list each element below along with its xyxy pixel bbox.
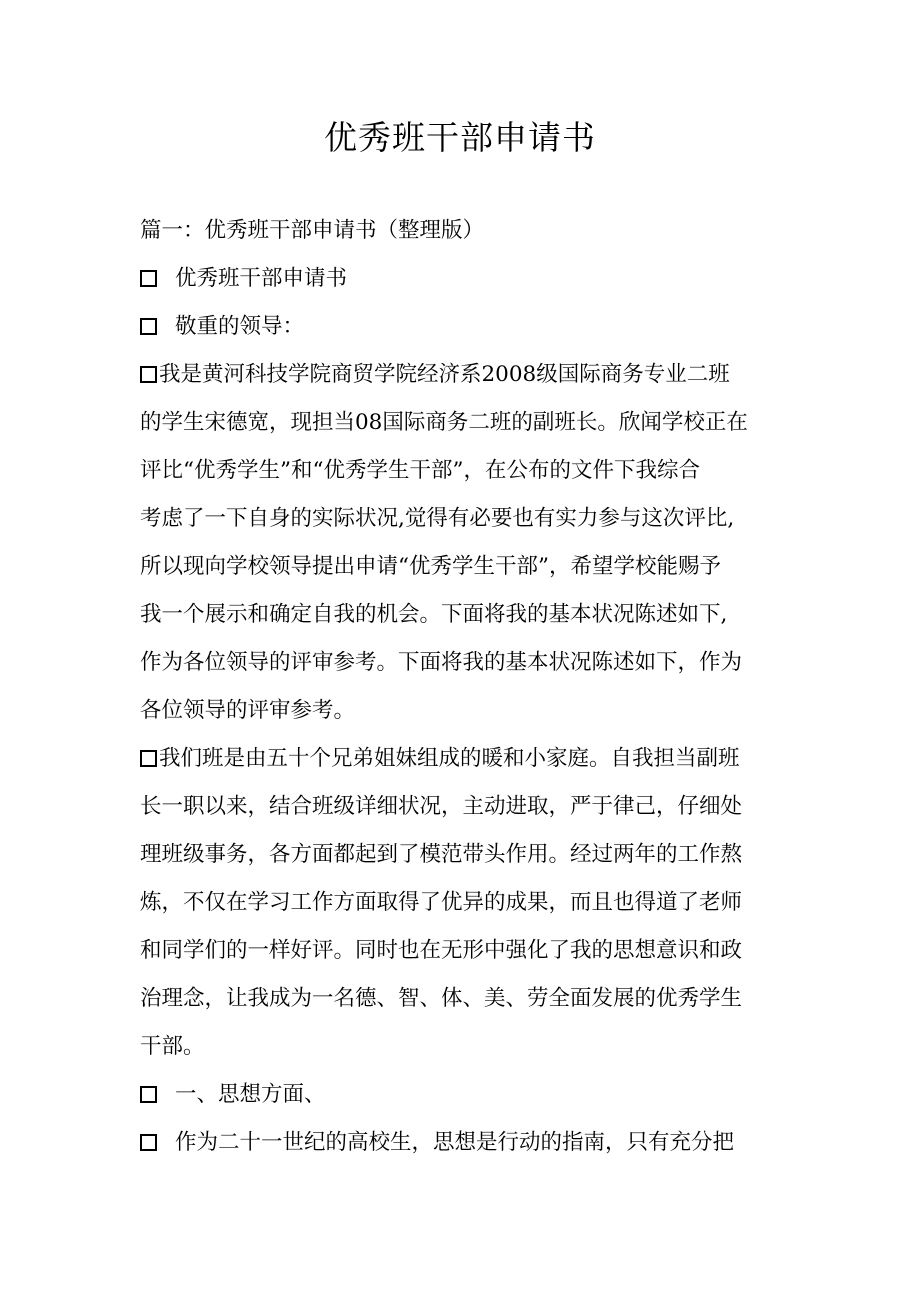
text-line [140,933,742,969]
line-text: 敬重的领导： [175,314,305,339]
missing-glyph-box-icon [140,318,157,335]
text-line [140,1125,734,1161]
text-line [140,1077,326,1113]
text-line [140,261,347,297]
line-text: 考虑了一下自身的实际状况,觉得有必要也有实力参与这次评比, [140,506,735,531]
text-line [140,453,700,489]
line-text: 优秀班干部申请书 [175,266,348,291]
text-line [140,597,727,633]
document-title: 优秀班干部申请书 [324,118,596,157]
text-line [140,885,742,921]
text-line [140,357,730,393]
text-line [140,501,734,537]
text-line [140,1029,205,1065]
text-line [140,741,740,777]
line-text: 治理念，让我成为一名德、智、体、美、劳全面发展的优秀学生 [140,986,743,1011]
missing-glyph-box-icon [140,270,157,287]
line-text: 篇一：优秀班干部申请书（整理版） [140,218,485,243]
line-text: 的学生宋德宽，现担当08国际商务二班的副班长。欣闻学校正在 [140,410,748,435]
line-text: 我是黄河科技学院商贸学院经济系2008级国际商务专业二班 [159,362,730,387]
text-line [140,213,484,249]
line-text: 理班级事务，各方面都起到了模范带头作用。经过两年的工作熬 [140,842,743,867]
text-line [140,309,304,345]
line-text: 我一个展示和确定自我的机会。下面将我的基本状况陈述如下, [140,602,728,627]
line-text: 我们班是由五十个兄弟姐妹组成的暖和小家庭。自我担当副班 [159,746,740,771]
missing-glyph-box-icon [140,1086,157,1103]
missing-glyph-box-icon [140,366,157,383]
line-text: 评比“优秀学生”和“优秀学生干部”，在公布的文件下我综合 [140,458,700,483]
line-text: 各位领导的评审参考。 [140,698,356,723]
line-text: 炼，不仅在学习工作方面取得了优异的成果，而且也得道了老师 [140,890,743,915]
line-text: 作为二十一世纪的高校生，思想是行动的指南，只有充分把 [175,1130,735,1155]
line-text: 和同学们的一样好评。同时也在无形中强化了我的思想意识和政 [140,938,743,963]
text-line [140,789,742,825]
text-line [140,981,742,1017]
text-line [140,693,355,729]
text-line [140,645,742,681]
line-text: 所以现向学校领导提出申请“优秀学生干部”，希望学校能赐予 [140,554,721,579]
line-text: 一、思想方面、 [175,1082,326,1107]
text-line [140,405,748,441]
line-text: 干部。 [140,1034,205,1059]
missing-glyph-box-icon [140,1134,157,1151]
line-text: 长一职以来，结合班级详细状况，主动进取，严于律己，仔细处 [140,794,743,819]
text-line [140,837,742,873]
text-line [140,549,721,585]
line-text: 作为各位领导的评审参考。下面将我的基本状况陈述如下，作为 [140,650,743,675]
missing-glyph-box-icon [140,750,157,767]
